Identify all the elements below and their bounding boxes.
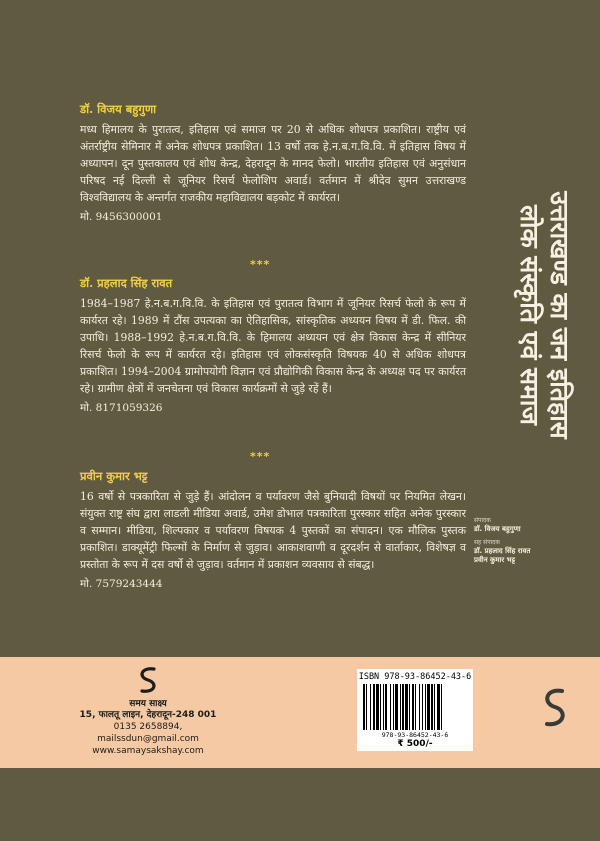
editor-role: संपादक bbox=[474, 517, 491, 524]
publisher-name: समय साक्ष्य bbox=[129, 699, 167, 709]
co-editor-name: डॉ. प्रहलाद सिंह रावत bbox=[474, 547, 531, 555]
bottom-band bbox=[0, 657, 600, 768]
isbn-digits: 978-93-86452-43-6 bbox=[381, 731, 449, 739]
author-block-2 bbox=[80, 276, 466, 417]
editor-name: डॉ. विजय बहुगुणा bbox=[474, 525, 521, 533]
author-name: डॉ. विजय बहुगुणा bbox=[80, 102, 157, 116]
co-editor-role: सह संपादक bbox=[474, 539, 500, 546]
publisher-website: www.samaysakshay.com bbox=[92, 746, 204, 756]
author-block-1 bbox=[80, 102, 466, 226]
author-bio: 1984–1987 हे.न.ब.ग.वि.वि. के इतिहास एवं पुरातत्व विभाग में जूनियर रिसर्च फेलो के रूप में कार्यरत रहे। 1989 में टौंस उपत्यका का ऐतिहासिक, सांस्कृतिक अध्ययन विषय में डी. फिल. की उपाधि। 1988–1992 हे.न.ब.ग.वि.वि. के हिमालय अध्ययन एवं क्षेत्र विकास केन्द्र में सीनियर रिसर्च फेलो के रूप में कार्यरत रहे। इतिहास एवं लोकसंस्कृति विषयक 40 से अधिक शोधपत्र प्रकाशित। 1994–2004 ग्रामोपयोगी विज्ञान एवं प्रौद्योगिकी विकास केन्द्र के अध्यक्ष पद पर कार्यरत रहे। ग्रामीण क्षेत्रों में जनचेतना एवं विकास कार्यक्रमों से जुड़े रहें हैं। bbox=[80, 297, 466, 395]
publisher-logo-icon bbox=[538, 685, 572, 731]
isbn-label: ISBN 978-93-86452-43-6 bbox=[358, 672, 472, 682]
separator-stars: *** bbox=[250, 258, 271, 271]
spine-title-line1: उत्तराखण्ड का जन इतिहास bbox=[545, 191, 574, 439]
author-phone: मो. 7579243444 bbox=[80, 578, 163, 590]
editor-credits bbox=[474, 516, 584, 565]
author-name: प्रवीन कुमार भट्ट bbox=[80, 469, 148, 483]
publisher-contact: 0135 2658894, mailssdun@gmail.com bbox=[97, 722, 199, 744]
spine-title bbox=[510, 120, 580, 510]
author-phone: मो. 9456300001 bbox=[80, 211, 163, 223]
spine-title-line2: लोक संस्कृति एवं समाज bbox=[515, 205, 544, 425]
publisher-logo-icon bbox=[135, 665, 161, 695]
author-name: डॉ. प्रहलाद सिंह रावत bbox=[80, 276, 173, 290]
barcode-icon bbox=[363, 684, 467, 730]
publisher-address: 15, फालतू लाइन, देहरादून-248 001 bbox=[79, 710, 217, 720]
author-block-3 bbox=[80, 469, 466, 593]
isbn-barcode bbox=[357, 669, 473, 751]
author-phone: मो. 8171059326 bbox=[80, 402, 163, 414]
publisher-block bbox=[68, 665, 228, 757]
price: ₹ 500/- bbox=[397, 739, 433, 749]
author-bio: 16 वर्षो से पत्रकारिता से जुड़े हैं। आंदोलन व पर्यावरण जैसे बुनियादी विषयों पर नियमित लेखन। संयुक्त राष्ट्र संघ द्वारा लाडली मीडिया अवार्ड, उमेश डोभाल पत्रकारिता पुरस्कार सहित अनेक पुरस्कार व सम्मान। मीडिया, शिल्पकार व पर्यावरण विषयक 4 पुस्तकों का संपादन। एक मौलिक पुस्तक प्रकाशित। डाक्यूमेंट्री फिल्मों के निर्माण से जुड़ाव। आकाशवाणी व दूरदर्शन से वार्ताकार, विशेषज्ञ व प्रस्तोता के रूप में दस वर्षो से जुड़ाव। वर्तमान में प्रकाशन व्यवसाय से संबद्ध। bbox=[80, 490, 466, 571]
co-editor-name: प्रवीन कुमार भट्ट bbox=[474, 556, 516, 564]
separator-stars: *** bbox=[250, 450, 271, 463]
author-bio: मध्य हिमालय के पुरातत्व, इतिहास एवं समाज पर 20 से अधिक शोधपत्र प्रकाशित। राष्ट्रीय एवं अंतर्राष्ट्रीय सेमिनार में अनेक शोधपत्र प्रकाशित। 13 वर्षो तक हे.न.ब.ग.वि.वि. में इतिहास विषय में अध्यापन। दून पुस्तकालय एवं शोध केन्द्र, देहरादून के मानद फेलो। भारतीय इतिहास एवं अनुसंधान परिषद नई दिल्ली से जूनियर रिसर्च फेलोशिप अवार्ड। वर्तमान में श्रीदेव सुमन उत्तराखण्ड विश्वविद्यालय के अन्तर्गत राजकीय महाविद्यालय बड़कोट में कार्यरत। bbox=[80, 123, 466, 204]
